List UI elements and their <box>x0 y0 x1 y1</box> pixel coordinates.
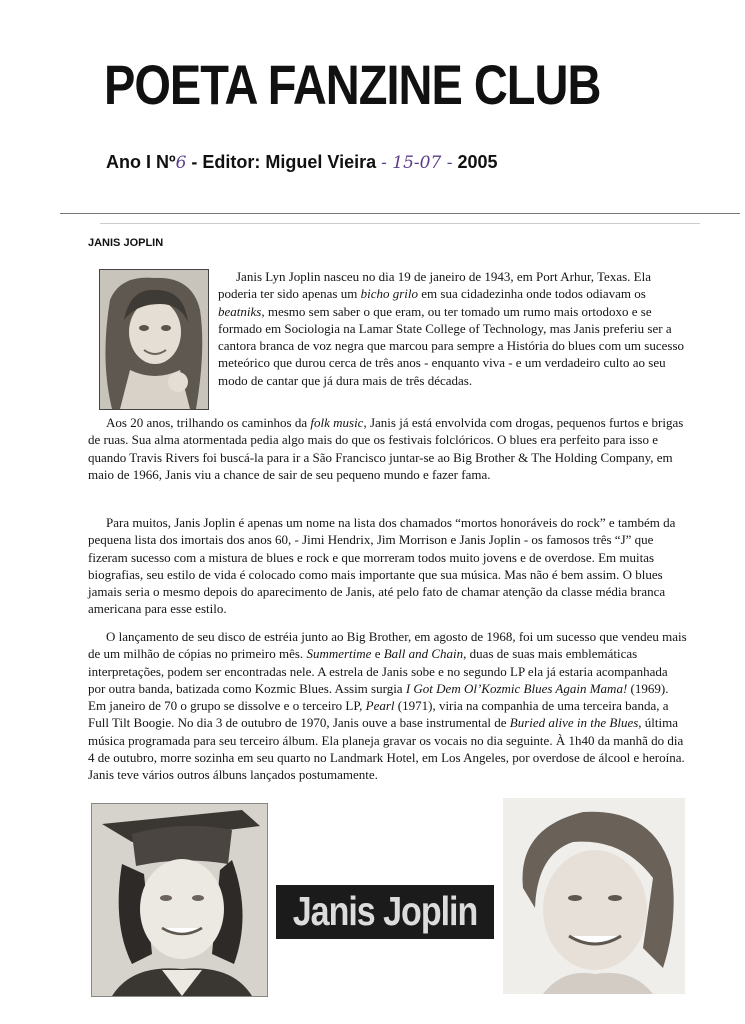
issue-prefix: Ano I Nº <box>106 152 176 172</box>
paragraph-3: Para muitos, Janis Joplin é apenas um nome na lista dos chamados “mortos honoráveis do rock” e também da pequena lista dos imortais dos anos 60, - Jimi Hendrix, Jim Morrison e Janis Joplin - os famosos três “J” que fizeram sucesso com a mistura de blues e rock e que morreram todos muito jovens e de overdose. Em muitas biografias, seu estilo de vida é colocado como mais importante que sua música. Mas não é bem assim. O blues jamais seria o mesmo depois do aparecimento de Janis, até pelo fato de chamar atenção da classe média branca americana para esse estilo. <box>88 515 676 617</box>
article-title: JANIS JOPLIN <box>88 237 164 249</box>
header-divider-faint <box>100 223 700 224</box>
header-divider <box>60 213 740 214</box>
graduation-photo <box>91 803 268 997</box>
childhood-photo <box>503 798 685 994</box>
handwritten-date: - 15-07 - <box>381 153 453 173</box>
issue-line <box>106 152 498 173</box>
name-label: Janis Joplin <box>276 885 494 939</box>
portrait-photo-top <box>99 269 209 410</box>
issue-number: 6 <box>175 153 187 173</box>
paragraph-4: O lançamento de seu disco de estréia junto ao Big Brother, em agosto de 1968, foi um sucesso que vendeu mais de um milhão de cópias no primeiro mês. Summertime e Ball and Chain, duas de suas mais emblemáticas interpretações, podem ser encontradas nele. A estrela de Janis sobe e no segundo LP ela já estaria acompanhada por outra banda, batizada como Kozmic Blues. Assim surgia I Got Dem Ol’Kozmic Blues Again Mama! (1969). Em janeiro de 70 o grupo se dissolve e o terceiro LP, Pearl (1971), viria na companhia de uma terceira banda, a Full Tilt Boogie. No dia 3 de outubro de 1970, Janis ouve a base instrumental de Buried alive in the Blues, última música programada para seu terceiro álbum. Ela planeja gravar os vocais no dia seguinte. À 1h40 da manhã do dia 4 de outubro, morre sozinha em seu quarto no Landmark Hotel, em Los Angeles, por overdose de álcool e heroína. Janis teve vários outros álbuns lançados postumamente. <box>88 629 687 783</box>
paragraph-1: Janis Lyn Joplin nasceu no dia 19 de janeiro de 1943, em Port Arhur, Texas. Ela poderia ter sido apenas um bicho grilo em sua cidadezinha onde todos odiavam os beatniks, mesmo sem saber o que eram, ou ter tomado um rumo mais ortodoxo e se formado em Sociologia na Lamar State College of Technology, mas Janis preferiu ser a cantora branca de voz negra que marcou para sempre a História do blues com um sucesso meteórico que durou cerca de três anos - enquanto viva - e um verdadeiro culto ao seu modo de cantar que já dura mais de três décadas. <box>218 269 685 388</box>
masthead-title: POETA FANZINE CLUB <box>104 53 601 116</box>
issue-year: 2005 <box>457 152 498 172</box>
editor-credit: - Editor: Miguel Vieira <box>191 152 377 172</box>
paragraph-2: Aos 20 anos, trilhando os caminhos da folk music, Janis já está envolvida com drogas, pequenos furtos e brigas de ruas. Sua alma atormentada pedia algo mais do que os festivais folclóricos. O blues era perfeito para isso e quando Travis Rivers foi buscá-la para ir a São Francisco juntar-se ao Big Brother & The Holding Company, em maio de 1966, Janis viu a chance de sair de seu pequeno mundo e fazer fama. <box>88 415 684 482</box>
